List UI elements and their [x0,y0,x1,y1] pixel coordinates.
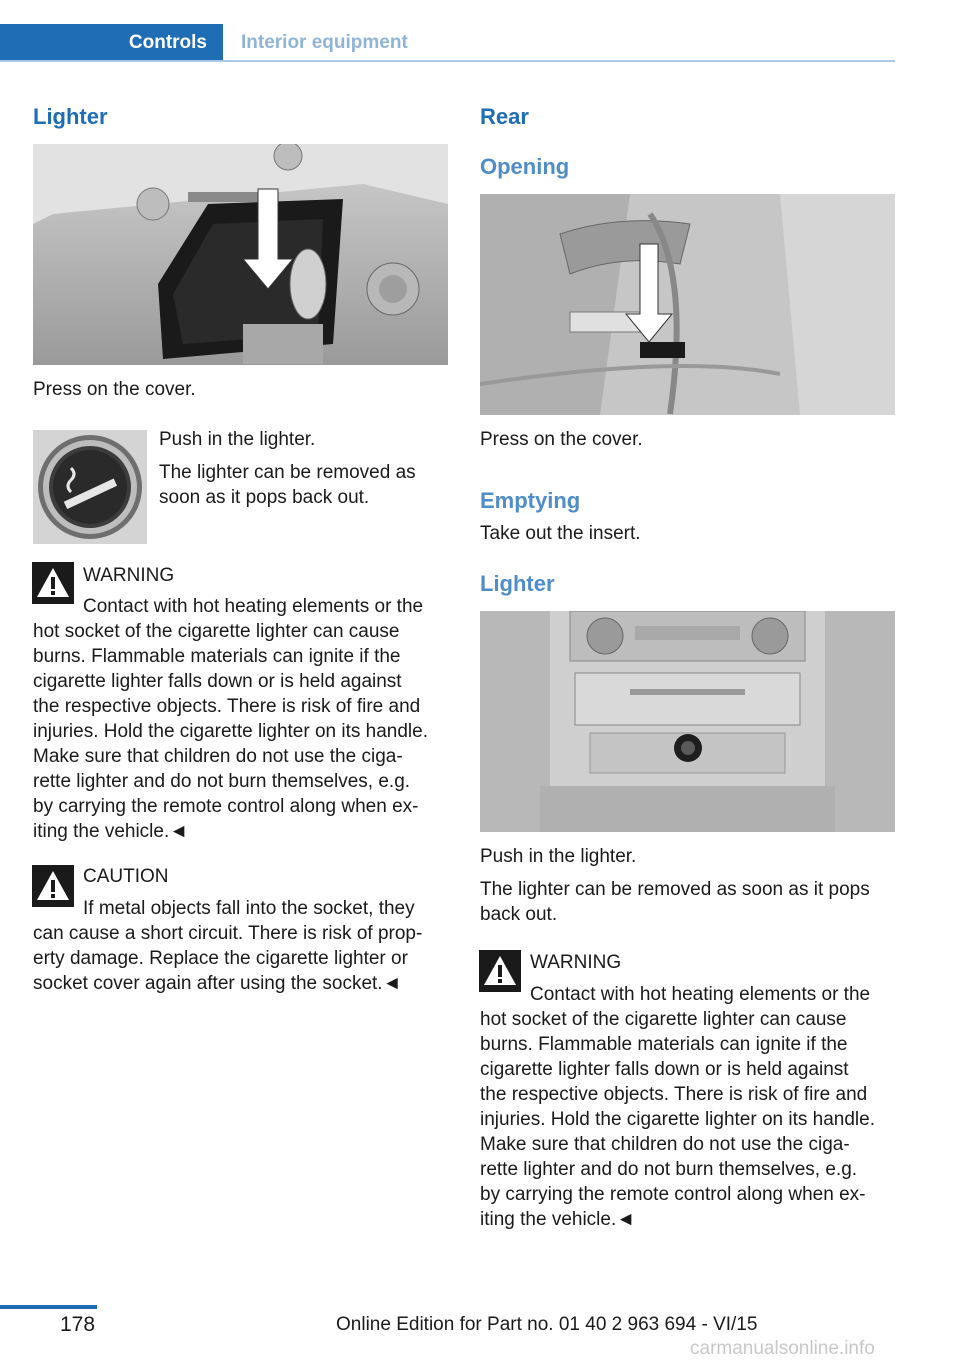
left-warning-line: Contact with hot heating elements or the [83,596,424,617]
left-warning-line: injuries. Hold the cigarette lighter on its handle. [33,721,429,742]
left-removed-line-1: The lighter can be removed as [159,462,416,483]
right-warning-line: cigarette lighter falls down or is held against [480,1059,849,1080]
caution-line: erty damage. Replace the cigarette lighter or [33,948,408,969]
caution-label: CAUTION [83,866,169,887]
rear-door-illustration [480,194,895,415]
right-warning-line: Make sure that children do not use the ciga‐ [480,1134,850,1155]
right-push-in-text: Push in the lighter. [480,846,637,867]
left-warning-line: burns. Flammable materials can ignite if the [33,646,401,667]
caution-line: can cause a short circuit. There is risk of prop‐ [33,923,423,944]
right-warning-line: by carrying the remote control along when ex‐ [480,1184,866,1205]
page-number: 178 [60,1313,96,1336]
header-divider [0,60,895,62]
left-warning-line: the respective objects. There is risk of fire and [33,696,421,717]
section-tab[interactable] [0,24,223,62]
front-lighter-photo [33,144,448,365]
cigarette-lighter-icon [33,430,147,544]
warning-triangle-icon [479,950,521,992]
left-removed-line-2: soon as it pops back out. [159,487,370,508]
caution-line: socket cover again after using the socket.◄ [33,973,402,994]
subsection-tab[interactable]: Interior equipment [241,32,408,53]
watermark: carmanualsonline.info [690,1338,875,1359]
caution-triangle-icon [32,865,74,907]
opening-heading: Opening [480,154,570,179]
front-console-illustration [33,144,448,365]
lighter-button-photo [33,430,147,544]
caution-line: If metal objects fall into the socket, they [83,898,415,919]
right-warning-line: iting the vehicle.◄ [480,1209,636,1230]
right-warning-line: Contact with hot heating elements or the [530,984,871,1005]
left-warning-line: iting the vehicle.◄ [33,821,189,842]
right-warning-line: burns. Flammable materials can ignite if the [480,1034,848,1055]
warning-triangle-icon [32,562,74,604]
rear-console-illustration [480,611,895,832]
left-warning-line: hot socket of the cigarette lighter can cause [33,621,400,642]
left-warning-line: by carrying the remote control along when ex‐ [33,796,419,817]
lighter-heading: Lighter [33,104,108,129]
footer-divider [0,1305,97,1309]
emptying-heading: Emptying [480,488,581,513]
left-push-in-text: Push in the lighter. [159,429,316,450]
right-removed-line-1: The lighter can be removed as soon as it pops [480,879,870,900]
section-tab-label: Controls [128,32,207,53]
edition-text: Online Edition for Part no. 01 40 2 963 694 - VI/15 [336,1314,758,1335]
rear-lighter-photo [480,611,895,832]
left-warning-line: Make sure that children do not use the ciga‐ [33,746,403,767]
right-warning-line: rette lighter and do not burn themselves, e.g. [480,1159,858,1180]
rear-ashtray-photo [480,194,895,415]
right-warning-line: hot socket of the cigarette lighter can cause [480,1009,847,1030]
rear-heading: Rear [480,104,529,129]
right-warning-line: injuries. Hold the cigarette lighter on its handle. [480,1109,876,1130]
right-warning-line: the respective objects. There is risk of fire and [480,1084,868,1105]
left-warning-line: rette lighter and do not burn themselves, e.g. [33,771,411,792]
left-warning-label: WARNING [83,565,175,586]
left-press-cover-text: Press on the cover. [33,379,196,400]
rear-lighter-heading: Lighter [480,571,555,596]
take-out-insert-text: Take out the insert. [480,523,641,544]
left-warning-line: cigarette lighter falls down or is held against [33,671,402,692]
right-warning-label: WARNING [530,952,622,973]
right-press-cover-text: Press on the cover. [480,429,643,450]
right-removed-line-2: back out. [480,904,558,925]
